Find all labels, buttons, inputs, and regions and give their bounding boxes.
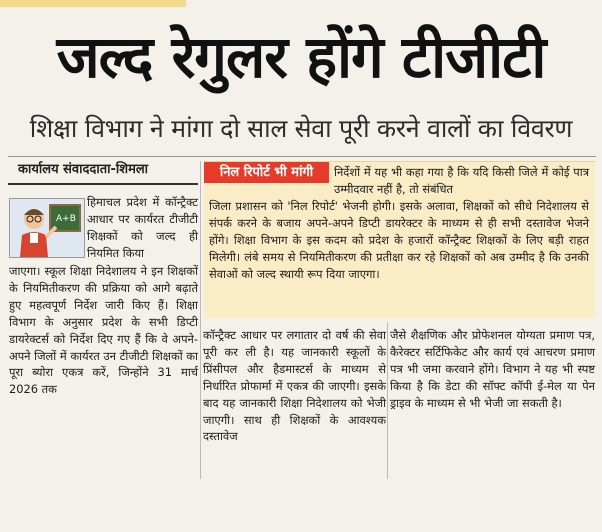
box-tag: निल रिपोर्ट भी मांगी bbox=[204, 162, 329, 183]
subheadline: शिक्षा विभाग ने मांगा दो साल सेवा पूरी करने वालों का विवरण bbox=[29, 114, 573, 143]
svg-text:A+B: A+B bbox=[56, 214, 76, 224]
column-1-intro: हिमाचल प्रदेश में कॉन्ट्रैक्ट आधार पर कार्यरत टीजीटी शिक्षकों को जल्द ही नियमित किया bbox=[87, 195, 198, 260]
teacher-illustration bbox=[9, 198, 85, 258]
headline: जल्द रेगुलर होंगे टीजीटी bbox=[56, 23, 546, 91]
byline-underline bbox=[8, 183, 198, 185]
corner-tab bbox=[0, 0, 186, 7]
column-1-text: जाएगा। स्कूल शिक्षा निदेशालय ने इन शिक्षकों के नियमितीकरण की प्रक्रिया को आगे बढ़ाते हुए महत्वपूर्ण निर्देश जारी किए हैं। शिक्षा विभाग के अनुसार प्रदेश के सभी डिप्टी डायरेक्टर्स को निर्देश दिए गए हैं कि वे अपने-अपने जिलों में कार्यरत उन टीजीटी शिक्षकों का पूरा ब्योरा एकत्र करें, जिन्होंने 31 मार्च 2026 तक bbox=[9, 264, 198, 397]
column-2-text: कॉन्ट्रैक्ट आधार पर लगातार दो वर्ष की सेवा पूरी कर ली है। यह जानकारी स्कूलों के प्रिंसीपल और हैडमास्टर्स के माध्यम से निर्धारित प्रोफार्मा में एकत्र की जाएगी। इसके बाद यह जानकारी शिक्षा निदेशालय को भेजी जाएगी। साथ ही शिक्षकों के आवश्यक दस्तावेज bbox=[203, 328, 386, 444]
box-text: जिला प्रशासन को 'निल रिपोर्ट' भेजनी होगी। इसके अलावा, शिक्षकों को सीधे निदेशालय से संपर्क करने के बजाय अपने-अपने डिप्टी डायरेक्टर के माध्यम से ही सभी दस्तावेज भेजने होंगे। शिक्षा विभाग के इस कदम को प्रदेश के हजारों कॉन्ट्रैक्ट शिक्षकों के लिए बड़ी राहत मिलेगी। लंबे समय से नियमितीकरण की प्रतीक्षा कर रहे शिक्षकों को अब उम्मीद है कि उनकी सेवाओं को जल्द स्थायी रूप दिया जाएगा। bbox=[209, 199, 589, 281]
column-divider bbox=[387, 322, 388, 479]
column-3-text: जैसे शैक्षणिक और प्रोफेशनल योग्यता प्रमाण पत्र, कैरेक्टर सर्टिफिकेट और कार्य एवं आचरण प्रमाण पत्र भी जमा करवाने होंगे। विभाग ने यह भी स्पष्ट किया है कि डेटा की सॉफ्ट कॉपी ई-मेल या पेन ड्राइव के माध्यम से भी भेजी जा सकती है। bbox=[390, 328, 595, 410]
column-divider bbox=[200, 161, 201, 479]
box-text-intro: निर्देशों में यह भी कहा गया है कि यदि किसी जिले में कोई पात्र उम्मीदवार नहीं है, तो संबंधित bbox=[334, 165, 589, 196]
divider bbox=[8, 156, 596, 157]
byline: कार्यालय संवाददाता-शिमला bbox=[18, 162, 149, 177]
